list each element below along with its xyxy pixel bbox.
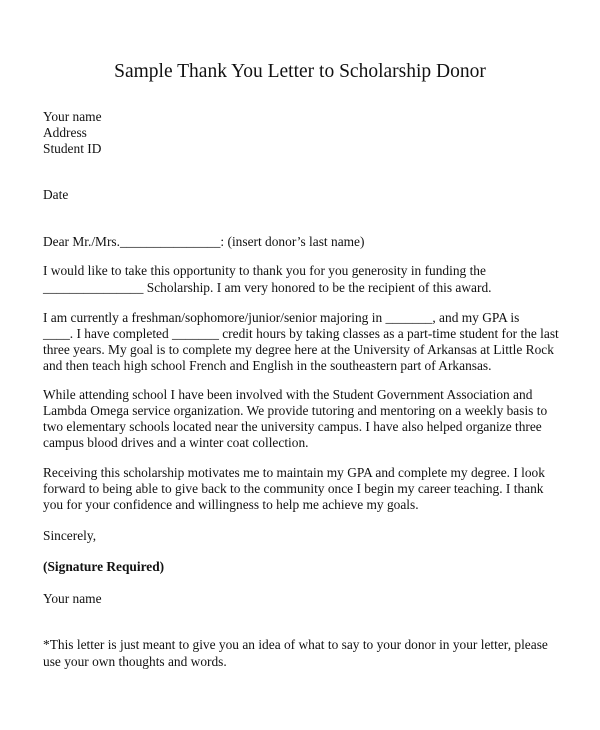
salutation: Dear Mr./Mrs._______________: (insert donor’s last name) <box>43 234 365 249</box>
paragraph-1-line: _______________ Scholarship. I am very honored to be the recipient of this award. <box>43 280 492 295</box>
paragraph-1-line: I would like to take this opportunity to thank you for you generosity in funding the <box>43 263 486 278</box>
paragraph-2-line: ____. I have completed _______ credit hours by taking classes as a part-time student for the last <box>43 326 559 341</box>
paragraph-4-line: you for your confidence and willingness to help me achieve my goals. <box>43 497 419 512</box>
letter-title: Sample Thank You Letter to Scholarship Donor <box>114 61 486 82</box>
sender-student-id: Student ID <box>43 141 102 156</box>
paragraph-3-line: campus blood drives and a winter coat collection. <box>43 435 309 450</box>
paragraph-2-line: three years. My goal is to complete my degree here at the University of Arkansas at Little Rock <box>43 342 554 357</box>
paragraph-3-line: While attending school I have been involved with the Student Government Association and <box>43 387 533 402</box>
paragraph-3-line: Lambda Omega service organization. We provide tutoring and mentoring on a weekly basis to <box>43 403 548 418</box>
letter-date: Date <box>43 187 69 202</box>
paragraph-2-line: and then teach high school French and English in the southeastern part of Arkansas. <box>43 358 492 373</box>
sender-address: Address <box>43 125 87 140</box>
paragraph-4-line: forward to being able to give back to the community once I begin my career teaching. I thank <box>43 481 544 496</box>
paragraph-4-line: Receiving this scholarship motivates me to maintain my GPA and complete my degree. I look <box>43 465 545 480</box>
footnote-line: use your own thoughts and words. <box>43 654 227 669</box>
paragraph-3-line: two elementary schools located near the university campus. I have also helped organize three <box>43 419 542 434</box>
signoff-name: Your name <box>43 591 102 606</box>
signature-placeholder: (Signature Required) <box>43 559 165 574</box>
footnote-line: *This letter is just meant to give you an idea of what to say to your donor in your letter, please <box>43 637 548 652</box>
paragraph-2-line: I am currently a freshman/sophomore/junior/senior majoring in _______, and my GPA is <box>43 310 520 325</box>
closing: Sincerely, <box>43 528 97 543</box>
sender-name: Your name <box>43 109 102 124</box>
